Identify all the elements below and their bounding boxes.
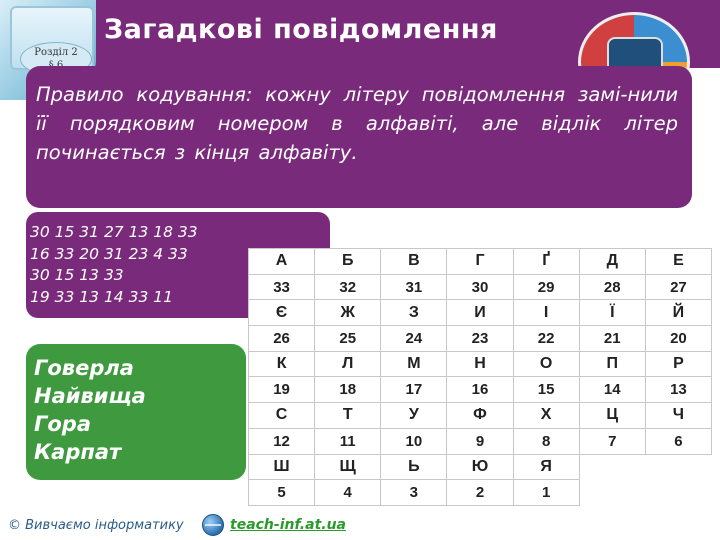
number-cell: 22 — [513, 326, 579, 352]
letter-cell: Я — [513, 454, 579, 480]
table-letter-row — [249, 249, 712, 275]
letter-cell: Г — [447, 249, 513, 275]
number-cell: 25 — [315, 326, 381, 352]
number-cell: 23 — [447, 326, 513, 352]
letter-cell — [579, 454, 645, 480]
letter-cell: Ґ — [513, 249, 579, 275]
footer — [0, 508, 720, 540]
number-cell: 30 — [447, 274, 513, 300]
rule-term: Правило кодування — [36, 83, 246, 106]
number-cell: 15 — [513, 377, 579, 403]
code-line: 30 15 13 33 — [30, 266, 124, 284]
letter-cell: Е — [645, 249, 711, 275]
letter-cell: П — [579, 351, 645, 377]
code-line: 19 33 13 14 33 11 — [30, 287, 173, 306]
code-line: 16 33 20 31 23 4 33 — [30, 244, 188, 263]
letter-cell: Ї — [579, 300, 645, 326]
letter-cell: Н — [447, 351, 513, 377]
number-cell: 29 — [513, 274, 579, 300]
letter-cell: Д — [579, 249, 645, 275]
answer-line: Гора — [34, 412, 92, 436]
letter-cell: Ж — [315, 300, 381, 326]
letter-cell: В — [381, 249, 447, 275]
number-cell: 19 — [249, 377, 315, 403]
page-title: Загадкові повідомлення — [104, 14, 498, 45]
letter-cell: М — [381, 351, 447, 377]
number-cell: 20 — [645, 326, 711, 352]
number-cell: 4 — [315, 480, 381, 506]
number-cell: 17 — [381, 377, 447, 403]
answer-line: Карпат — [34, 440, 122, 464]
number-cell: 28 — [579, 274, 645, 300]
number-cell: 12 — [249, 428, 315, 454]
letter-cell: Х — [513, 403, 579, 429]
letter-cell: Ю — [447, 454, 513, 480]
number-cell: 24 — [381, 326, 447, 352]
number-cell: 31 — [381, 274, 447, 300]
decoded-answer-box — [26, 344, 246, 480]
letter-cell — [645, 454, 711, 480]
number-cell: 7 — [579, 428, 645, 454]
number-cell: 6 — [645, 428, 711, 454]
number-cell: 33 — [249, 274, 315, 300]
letter-cell: З — [381, 300, 447, 326]
table-letter-row — [249, 454, 712, 480]
letter-cell: Л — [315, 351, 381, 377]
letter-cell: Ь — [381, 454, 447, 480]
badge-chapter: Розділ 2 — [34, 47, 78, 58]
table-number-row — [249, 274, 712, 300]
letter-cell: Б — [315, 249, 381, 275]
letter-cell: И — [447, 300, 513, 326]
number-cell: 27 — [645, 274, 711, 300]
number-cell: 13 — [645, 377, 711, 403]
number-cell: 14 — [579, 377, 645, 403]
letter-cell: І — [513, 300, 579, 326]
letter-cell: О — [513, 351, 579, 377]
letter-cell: Щ — [315, 454, 381, 480]
table-letter-row — [249, 351, 712, 377]
number-cell: 11 — [315, 428, 381, 454]
number-cell — [645, 480, 711, 506]
letter-cell: Ш — [249, 454, 315, 480]
table-number-row — [249, 377, 712, 403]
letter-cell: Р — [645, 351, 711, 377]
number-cell: 21 — [579, 326, 645, 352]
table-number-row — [249, 480, 712, 506]
number-cell: 2 — [447, 480, 513, 506]
number-cell: 26 — [249, 326, 315, 352]
globe-icon — [202, 514, 224, 536]
number-cell: 10 — [381, 428, 447, 454]
rule-box — [26, 66, 692, 208]
table-letter-row — [249, 300, 712, 326]
table-number-row — [249, 428, 712, 454]
number-cell: 9 — [447, 428, 513, 454]
number-cell: 5 — [249, 480, 315, 506]
number-cell — [579, 480, 645, 506]
letter-cell: С — [249, 403, 315, 429]
letter-cell: Ч — [645, 403, 711, 429]
table-letter-row — [249, 403, 712, 429]
number-cell: 18 — [315, 377, 381, 403]
answer-line: Найвища — [34, 384, 146, 408]
letter-cell: Ц — [579, 403, 645, 429]
letter-cell: У — [381, 403, 447, 429]
rule-text: : кожну літеру повідомлення замі-нили її порядковим номером в алфавіті, але відлік літер починається з кінця алфавіту. — [36, 83, 679, 164]
answer-line: Говерла — [34, 356, 134, 380]
alphabet-table — [248, 248, 712, 506]
number-cell: 8 — [513, 428, 579, 454]
table-number-row — [249, 326, 712, 352]
number-cell: 1 — [513, 480, 579, 506]
copyright-text: © Вивчаємо інформатику — [8, 518, 184, 533]
code-line: 30 15 31 27 13 18 33 — [30, 223, 198, 241]
number-cell: 3 — [381, 480, 447, 506]
letter-cell: А — [249, 249, 315, 275]
number-cell: 16 — [447, 377, 513, 403]
number-cell: 32 — [315, 274, 381, 300]
letter-cell: Ф — [447, 403, 513, 429]
letter-cell: Є — [249, 300, 315, 326]
letter-cell: К — [249, 351, 315, 377]
letter-cell: Т — [315, 403, 381, 429]
letter-cell: Й — [645, 300, 711, 326]
site-link[interactable]: teach-inf.at.ua — [230, 517, 346, 533]
